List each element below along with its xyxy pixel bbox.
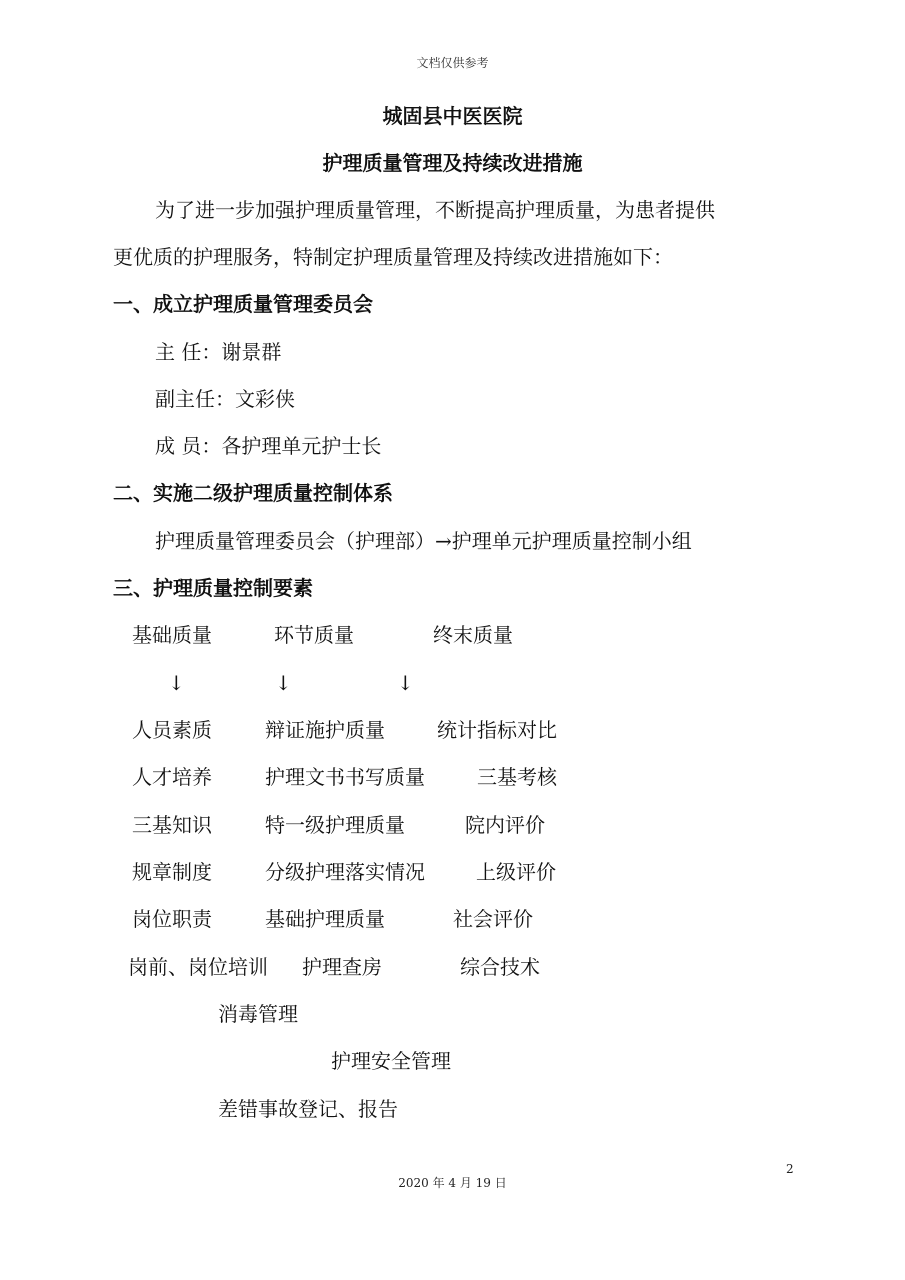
element-disinfection: 消毒管理 [218, 1002, 298, 1026]
page-header: 文档仅供参考 [416, 56, 489, 70]
element-cell: 规章制度 [132, 860, 212, 884]
element-cell: 统计指标对比 [437, 718, 557, 742]
element-cell: 岗位职责 [132, 907, 212, 931]
element-cell: 院内评价 [465, 813, 545, 837]
document-title: 城固县中医医院 [382, 104, 523, 128]
element-cell: 人才培养 [132, 765, 212, 789]
intro-line-2: 更优质的护理服务，特制定护理质量管理及持续改进措施如下： [113, 245, 673, 269]
column-header-final: 终末质量 [433, 623, 513, 647]
column-header-process: 环节质量 [274, 623, 354, 647]
element-cell: 综合技术 [460, 955, 540, 979]
element-incident-report: 差错事故登记、报告 [218, 1097, 398, 1121]
section1-heading: 一、成立护理质量管理委员会 [113, 292, 373, 316]
element-cell: 上级评价 [476, 860, 556, 884]
element-cell: 社会评价 [453, 907, 533, 931]
arrow-down-icon: ↓ [397, 671, 414, 695]
control-system-text: 护理质量管理委员会（护理部）→护理单元护理质量控制小组 [155, 529, 692, 553]
committee-deputy: 副主任：文彩侠 [155, 387, 295, 411]
section3-heading: 三、护理质量控制要素 [113, 576, 313, 600]
element-safety: 护理安全管理 [331, 1049, 451, 1073]
arrow-down-icon: ↓ [168, 671, 185, 695]
element-cell: 三基考核 [477, 765, 557, 789]
element-cell: 特一级护理质量 [265, 813, 405, 837]
element-cell: 三基知识 [132, 813, 212, 837]
element-cell: 护理查房 [302, 955, 382, 979]
element-cell: 岗前、岗位培训 [128, 955, 268, 979]
column-header-basic: 基础质量 [132, 623, 212, 647]
committee-director: 主 任：谢景群 [155, 340, 282, 364]
footer-date: 2020 年 4 月 19 日 [398, 1176, 507, 1190]
page-number: 2 [786, 1162, 794, 1176]
element-cell: 分级护理落实情况 [265, 860, 425, 884]
arrow-down-icon: ↓ [275, 671, 292, 695]
element-cell: 辩证施护质量 [265, 718, 385, 742]
committee-members: 成 员：各护理单元护士长 [155, 434, 382, 458]
intro-line-1: 为了进一步加强护理质量管理，不断提高护理质量，为患者提供 [155, 198, 715, 222]
element-cell: 人员素质 [132, 718, 212, 742]
document-subtitle: 护理质量管理及持续改进措施 [322, 151, 583, 175]
element-cell: 基础护理质量 [265, 907, 385, 931]
element-cell: 护理文书书写质量 [265, 765, 425, 789]
section2-heading: 二、实施二级护理质量控制体系 [113, 481, 393, 505]
